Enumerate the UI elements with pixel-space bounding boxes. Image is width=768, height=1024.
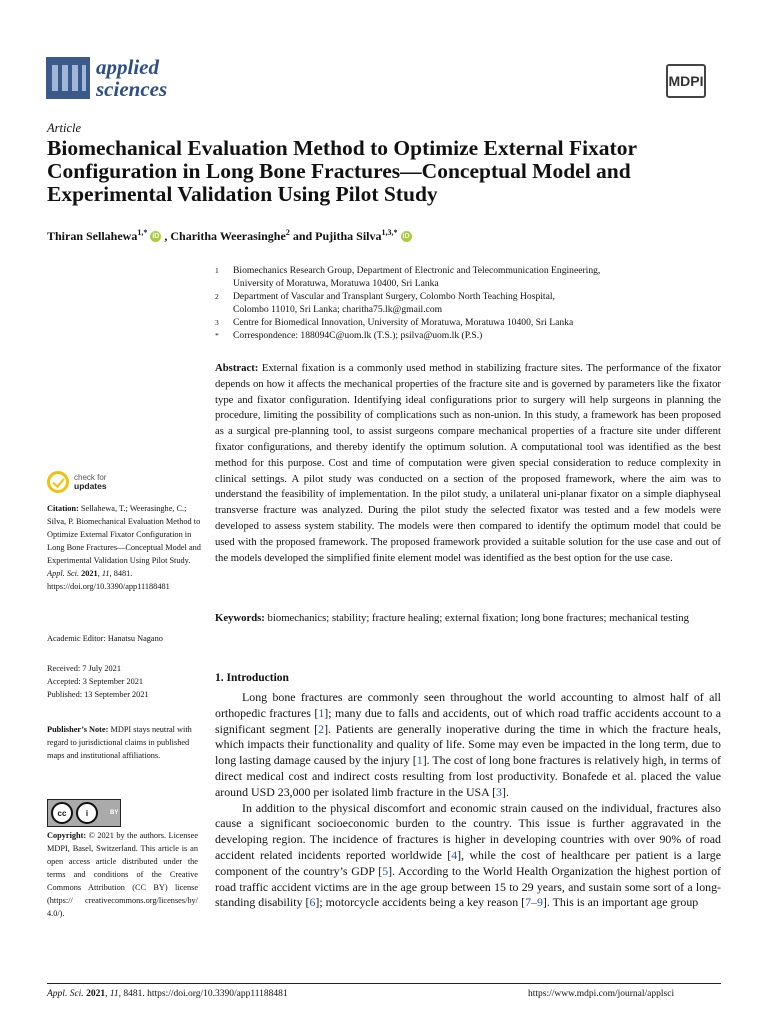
footer-journal-link[interactable]: https://www.mdpi.com/journal/applsci <box>528 989 675 999</box>
paragraph-2: In addition to the physical discomfort and economic strain caused on the individual, fractures also cause a significant socioeconomic burden to the country. This issue is further aggravated in the developing region. The incidence of fractures is higher in developing countries with over 90% of road accident related incidents reported worldwide [4], while the cost of healthcare per patient is a large component of the country’s GDP [5]. According to the World Health Organization the highest portion of road traffic accident victims are in the age group between 15 to 29 years, and sustain some sort of a long-standing disability [6]; motorcycle accidents being a key reason [7–9]. This is an important age group <box>215 800 721 910</box>
citation-ref[interactable]: 2 <box>318 721 325 736</box>
cc-icon: cc <box>51 802 73 824</box>
keywords-label: Keywords: <box>215 612 265 624</box>
citation-ref[interactable]: 5 <box>382 863 389 878</box>
date-received: Received: 7 July 2021 <box>47 664 121 673</box>
citation-ref[interactable]: 3 <box>496 784 502 799</box>
check-updates-icon <box>47 471 69 493</box>
mdpi-logo-icon <box>666 64 706 98</box>
date-accepted: Accepted: 3 September 2021 <box>47 677 144 686</box>
citation-ref[interactable]: 7–9 <box>525 895 543 910</box>
author-separator: , <box>164 228 168 243</box>
cc-by-license-badge[interactable] <box>47 799 121 827</box>
author-separator: and <box>292 228 313 243</box>
affiliations <box>215 264 715 342</box>
copyright: Copyright: © 2021 by the authors. Licensee MDPI, Basel, Switzerland. This article is an open access article distributed under the terms and conditions of the Creative Commons Attribution (CC BY) license (https:// creativecommons.org/licenses/by/ 4.0/). <box>47 831 198 918</box>
paragraph-1: Long bone fractures are commonly seen throughout the world accounting to almost half of all orthopedic fractures [1]; many due to falls and accidents, out of which road traffic accidents account to a significant segment [2]. Patients are generally inoperative during the time in which the fracture heals, which impacts their functionality and quality of life. Some may even be impacted in the long term, due to long lasting damage caused by the injury [1]. The cost of long bone fractures is relatively high, in terms of direct medical cost and indirect costs resulting from lost productivity. Bonafede et al. placed the value around USD 23,000 per isolated limb fracture in the USA [3]. <box>215 690 722 799</box>
correspondence: * Correspondence: 188094C@uom.lk (T.S.); psilva@uom.lk (P.S.) <box>215 330 483 341</box>
citation-ref[interactable]: 1 <box>416 753 423 768</box>
publisher-logo[interactable] <box>666 64 706 98</box>
author-list <box>47 228 412 244</box>
body-text <box>215 690 721 911</box>
orcid-icon[interactable]: iD <box>152 232 160 240</box>
journal-logo-icon <box>46 57 90 99</box>
by-label: BY <box>110 810 119 816</box>
journal-name-line1: applied <box>96 55 159 79</box>
author-1[interactable]: Thiran Sellahewa$^{1,*}$ <box>47 228 148 243</box>
abstract <box>215 361 721 566</box>
abstract-label: Abstract: <box>215 362 259 374</box>
publisher-note: Publisher’s Note: MDPI stays neutral with regard to jurisdictional claims in published maps and institutional affiliations. <box>47 725 192 760</box>
keywords-text: biomechanics; stability; fracture healing; external fixation; long bone fractures; mechanical testing <box>267 612 689 624</box>
orcid-icon[interactable]: iD <box>402 232 410 240</box>
keywords <box>215 612 721 624</box>
check-for-updates-button[interactable]: check for updates <box>47 471 107 493</box>
citation-ref[interactable]: 6 <box>309 895 316 910</box>
footer-citation: Appl. Sci. 2021, 11, 8481. https://doi.org/10.3390/app11188481 <box>47 989 288 999</box>
date-published: Published: 13 September 2021 <box>47 690 149 699</box>
journal-logo[interactable] <box>46 56 167 100</box>
article-type: Article <box>47 121 82 135</box>
mdpi-logo-text: MDPI <box>668 73 704 89</box>
abstract-text: External fixation is a commonly used method in stabilizing fracture sites. The performance of the fixator depends on how it affects the mechanical properties of the fracture site and is governed by parameters like the fixator type and fixator configuration. Identifying ideal configurations prior to surgery will help surgeons in planning the procedure, limiting the possibility of complications such as non-union. In this study, a framework has been proposed as a surgical pre-planning tool, to assist surgeons compare mechanical properties of a fracture site under different fixator configurations, and thereby identify the optimum solution. A computational tool was identified as the best method for this purpose. Cost and time of computation were given special consideration to reduce complexity in clinical settings. A pilot study was conducted on a section of the proposed framework, where the aim was to understand the feasibility of implementation. In the pilot study, a unilateral uni-planar fixator on a simple diaphyseal transverse fracture was analyzed. During the pilot study the selected fixator was tested and a few models were developed to assess system stability. The models were then compared to identify the optimum model that could be used with the proposed framework. The proposed framework provided a suitable solution for the use case and out of the models developed the simplified finite element model was identified as the best option for the use case. <box>215 362 721 564</box>
citation: Citation: Sellahewa, T.; Weerasinghe, C.; Silva, P. Biomechanical Evaluation Method to Optimize External Fixator Configuration in Long Bone Fractures—Conceptual Model and Experimental Validation Using Pilot Study. Appl. Sci. 2021, 11, 8481. https://doi.org/10.3390/app11188481 <box>47 504 201 591</box>
academic-editor: Academic Editor: Hanatsu Nagano <box>47 634 163 643</box>
section-title: 1. Introduction <box>215 672 289 684</box>
journal-name <box>96 56 167 100</box>
article-title: Biomechanical Evaluation Method to Optimize External Fixator Configuration in Long Bone Fractures—Conceptual Model and Experimental Validation Using Pilot Study <box>47 136 637 206</box>
affiliation-2: 2 Department of Vascular and Transplant Surgery, Colombo North Teaching Hospital, Colombo 11010, Sri Lanka; charitha75.lk@gmail.com <box>215 291 555 315</box>
citation-doi-link[interactable]: https://doi.org/10.3390/app11188481 <box>47 582 170 591</box>
author-3[interactable]: Pujitha Silva$^{1,3,*}$ <box>315 228 398 243</box>
dates <box>47 662 202 701</box>
journal-name-line2: sciences <box>96 77 168 101</box>
affiliation-3: 3 Centre for Biomedical Innovation, University of Moratuwa, Moratuwa 10400, Sri Lanka <box>215 317 574 328</box>
citation-ref[interactable]: 1 <box>318 705 325 720</box>
person-icon: i <box>76 802 98 824</box>
author-2[interactable]: Charitha Weerasinghe$^2$ <box>170 228 290 243</box>
affiliation-1: 1 Biomechanics Research Group, Department of Electronic and Telecommunication Engineering, University of Moratuwa, Moratuwa 10400, Sri Lanka <box>215 265 601 289</box>
citation-ref[interactable]: 4 <box>451 847 458 862</box>
footer-divider <box>47 983 721 984</box>
